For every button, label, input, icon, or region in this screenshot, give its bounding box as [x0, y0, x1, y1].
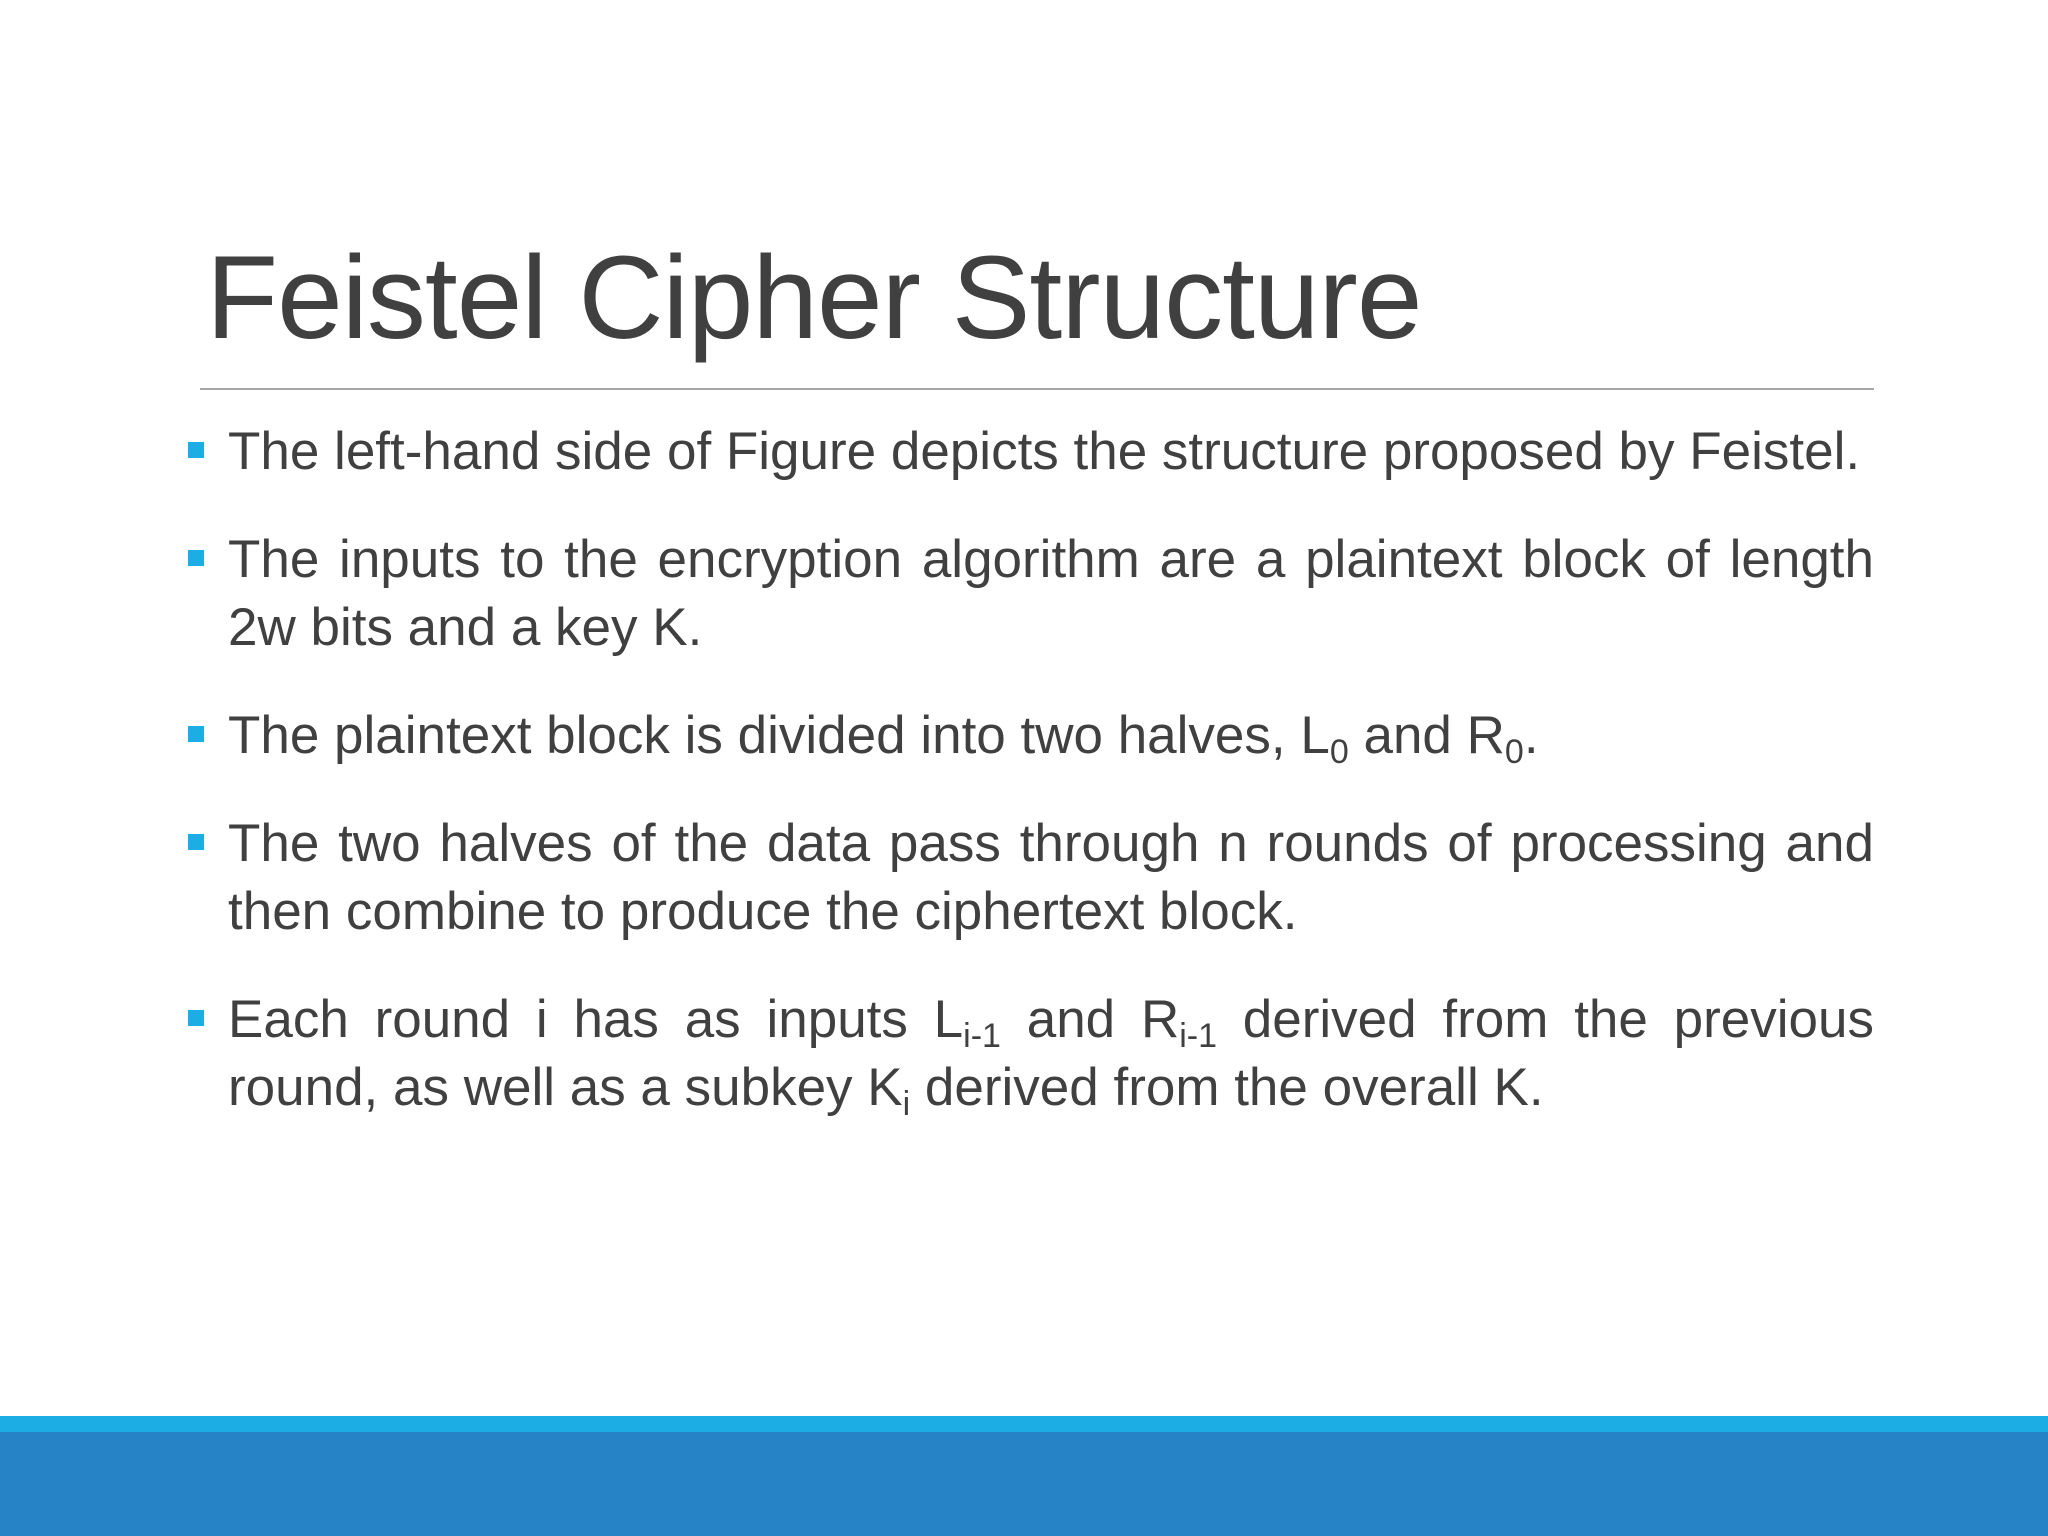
square-bullet-icon: [188, 834, 204, 850]
bullet-list: [188, 418, 1874, 1162]
subscript: i-1: [1179, 1017, 1218, 1055]
footer-band: [0, 1432, 2048, 1536]
bullet-text-part: and R: [1000, 990, 1180, 1049]
footer-accent-band: [0, 1416, 2048, 1432]
square-bullet-icon: [188, 726, 204, 742]
bullet-item: [188, 810, 1874, 946]
bullet-item: [188, 702, 1874, 770]
bullet-text: The two halves of the data pass through n rounds of processing and then combine to produce the ciphertext block.: [228, 814, 1874, 941]
bullet-text-part: Each round i has as inputs L: [228, 990, 964, 1049]
subscript: 0: [1504, 733, 1524, 771]
bullet-text-part: and R: [1348, 706, 1505, 765]
square-bullet-icon: [188, 1010, 204, 1026]
bullet-item: [188, 418, 1874, 486]
bullet-text: The left-hand side of Figure depicts the structure proposed by Feistel.: [228, 422, 1861, 481]
bullet-text-part: .: [1523, 706, 1539, 765]
bullet-text: The inputs to the encryption algorithm are a plaintext block of length 2w bits and a key K.: [228, 530, 1874, 657]
bullet-text-part: derived from the previous round, as well as a subkey K: [228, 990, 1874, 1117]
bullet-item: [188, 526, 1874, 662]
slide-title: Feistel Cipher Structure: [206, 232, 1422, 364]
bullet-text-part: derived from the overall K.: [910, 1058, 1544, 1117]
bullet-item: [188, 986, 1874, 1122]
bullet-text: [206, 986, 1874, 1122]
title-divider: [200, 388, 1874, 390]
subscript: i: [902, 1085, 911, 1123]
square-bullet-icon: [188, 550, 204, 566]
bullet-text: [206, 702, 1874, 770]
subscript: i-1: [963, 1017, 1001, 1055]
subscript: 0: [1329, 733, 1349, 771]
square-bullet-icon: [188, 442, 204, 458]
bullet-text-part: The plaintext block is divided into two halves, L: [228, 706, 1330, 765]
